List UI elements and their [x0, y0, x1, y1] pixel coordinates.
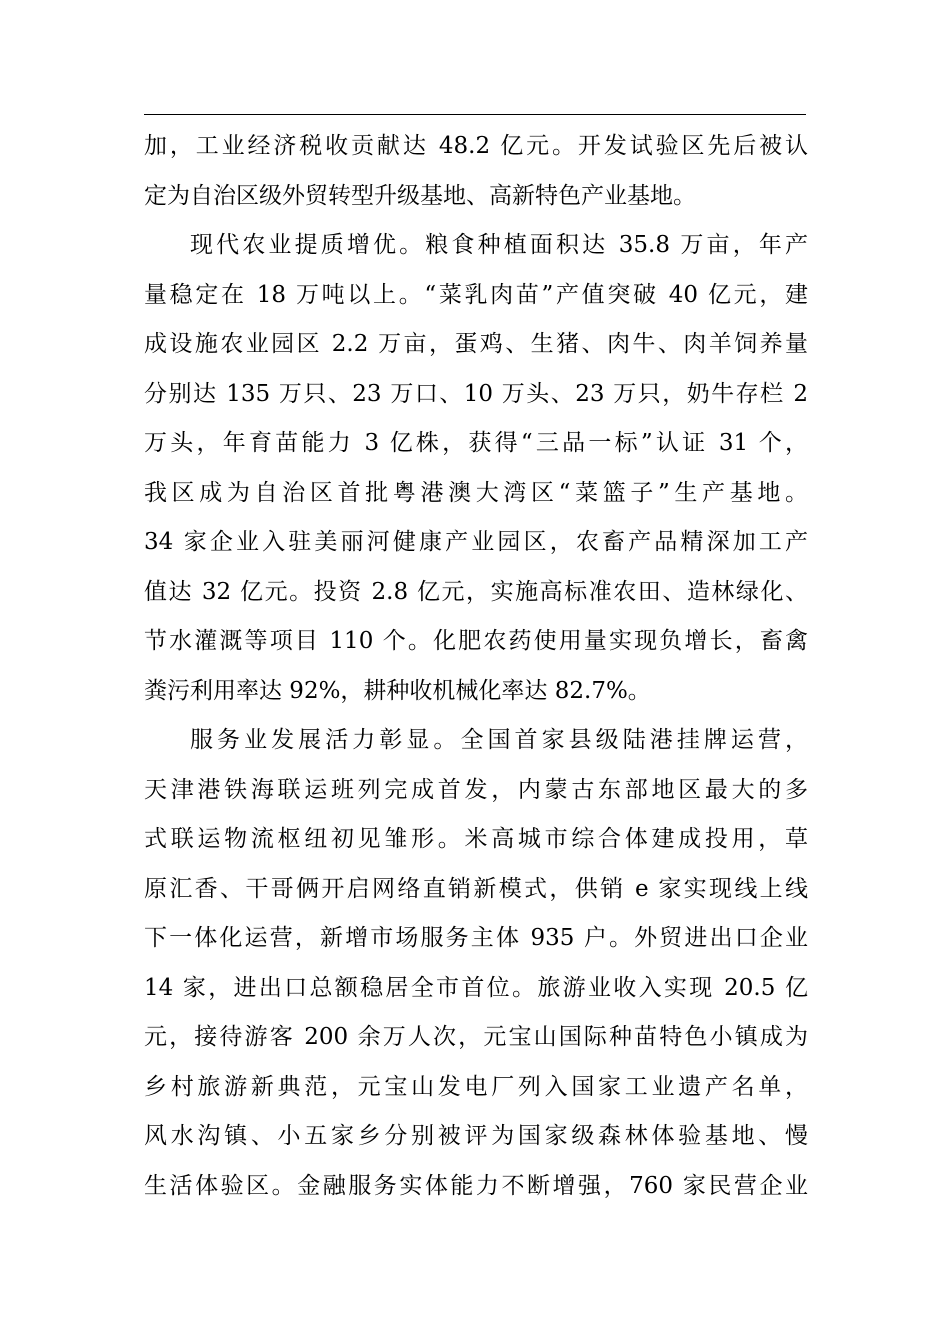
text-line: 原汇香、干哥俩开启网络直销新模式，供销 e 家实现线上线	[144, 875, 808, 902]
text-line: 14 家，进出口总额稳居全市首位。旅游业收入实现 20.5 亿	[144, 974, 808, 1001]
text-line: 定为自治区级外贸转型升级基地、高新特色产业基地。	[144, 182, 696, 209]
body-text	[144, 122, 808, 1211]
text-line: 风水沟镇、小五家乡分别被评为国家级森林体验基地、慢	[144, 1123, 808, 1149]
text-line: 量稳定在 18 万吨以上。“菜乳肉苗”产值突破 40 亿元，建	[144, 281, 808, 308]
text-line: 成设施农业园区 2.2 万亩，蛋鸡、生猪、肉牛、肉羊饲养量	[144, 331, 808, 357]
text-line: 服务业发展活力彰显。全国首家县级陆港挂牌运营，	[190, 727, 808, 753]
text-line: 节水灌溉等项目 110 个。化肥农药使用量实现负增长，畜禽	[144, 628, 808, 654]
text-line: 天津港铁海联运班列完成首发，内蒙古东部地区最大的多	[144, 776, 808, 803]
text-line: 式联运物流枢纽初见雏形。米高城市综合体建成投用，草	[144, 826, 808, 852]
text-line: 万头，年育苗能力 3 亿株，获得“三品一标”认证 31 个，	[144, 430, 808, 456]
text-line: 乡村旅游新典范，元宝山发电厂列入国家工业遗产名单，	[144, 1073, 808, 1100]
text-line: 下一体化运营，新增市场服务主体 935 户。外贸进出口企业	[144, 925, 808, 951]
header-rule	[144, 114, 806, 115]
text-line: 34 家企业入驻美丽河健康产业园区，农畜产品精深加工产	[144, 529, 808, 555]
text-line: 元，接待游客 200 余万人次，元宝山国际种苗特色小镇成为	[144, 1024, 808, 1050]
text-line: 值达 32 亿元。投资 2.8 亿元，实施高标准农田、造林绿化、	[144, 578, 808, 605]
text-line: 粪污利用率达 92%，耕种收机械化率达 82.7%。	[144, 677, 651, 704]
text-line: 分别达 135 万只、23 万口、10 万头、23 万只，奶牛存栏 2	[144, 380, 808, 407]
text-line: 加，工业经济税收贡献达 48.2 亿元。开发试验区先后被认	[144, 133, 808, 159]
text-line: 我区成为自治区首批粤港澳大湾区“菜篮子”生产基地。	[144, 479, 808, 506]
text-line: 生活体验区。金融服务实体能力不断增强，760 家民营企业	[144, 1172, 808, 1199]
text-line: 现代农业提质增优。粮食种植面积达 35.8 万亩，年产	[190, 232, 808, 258]
